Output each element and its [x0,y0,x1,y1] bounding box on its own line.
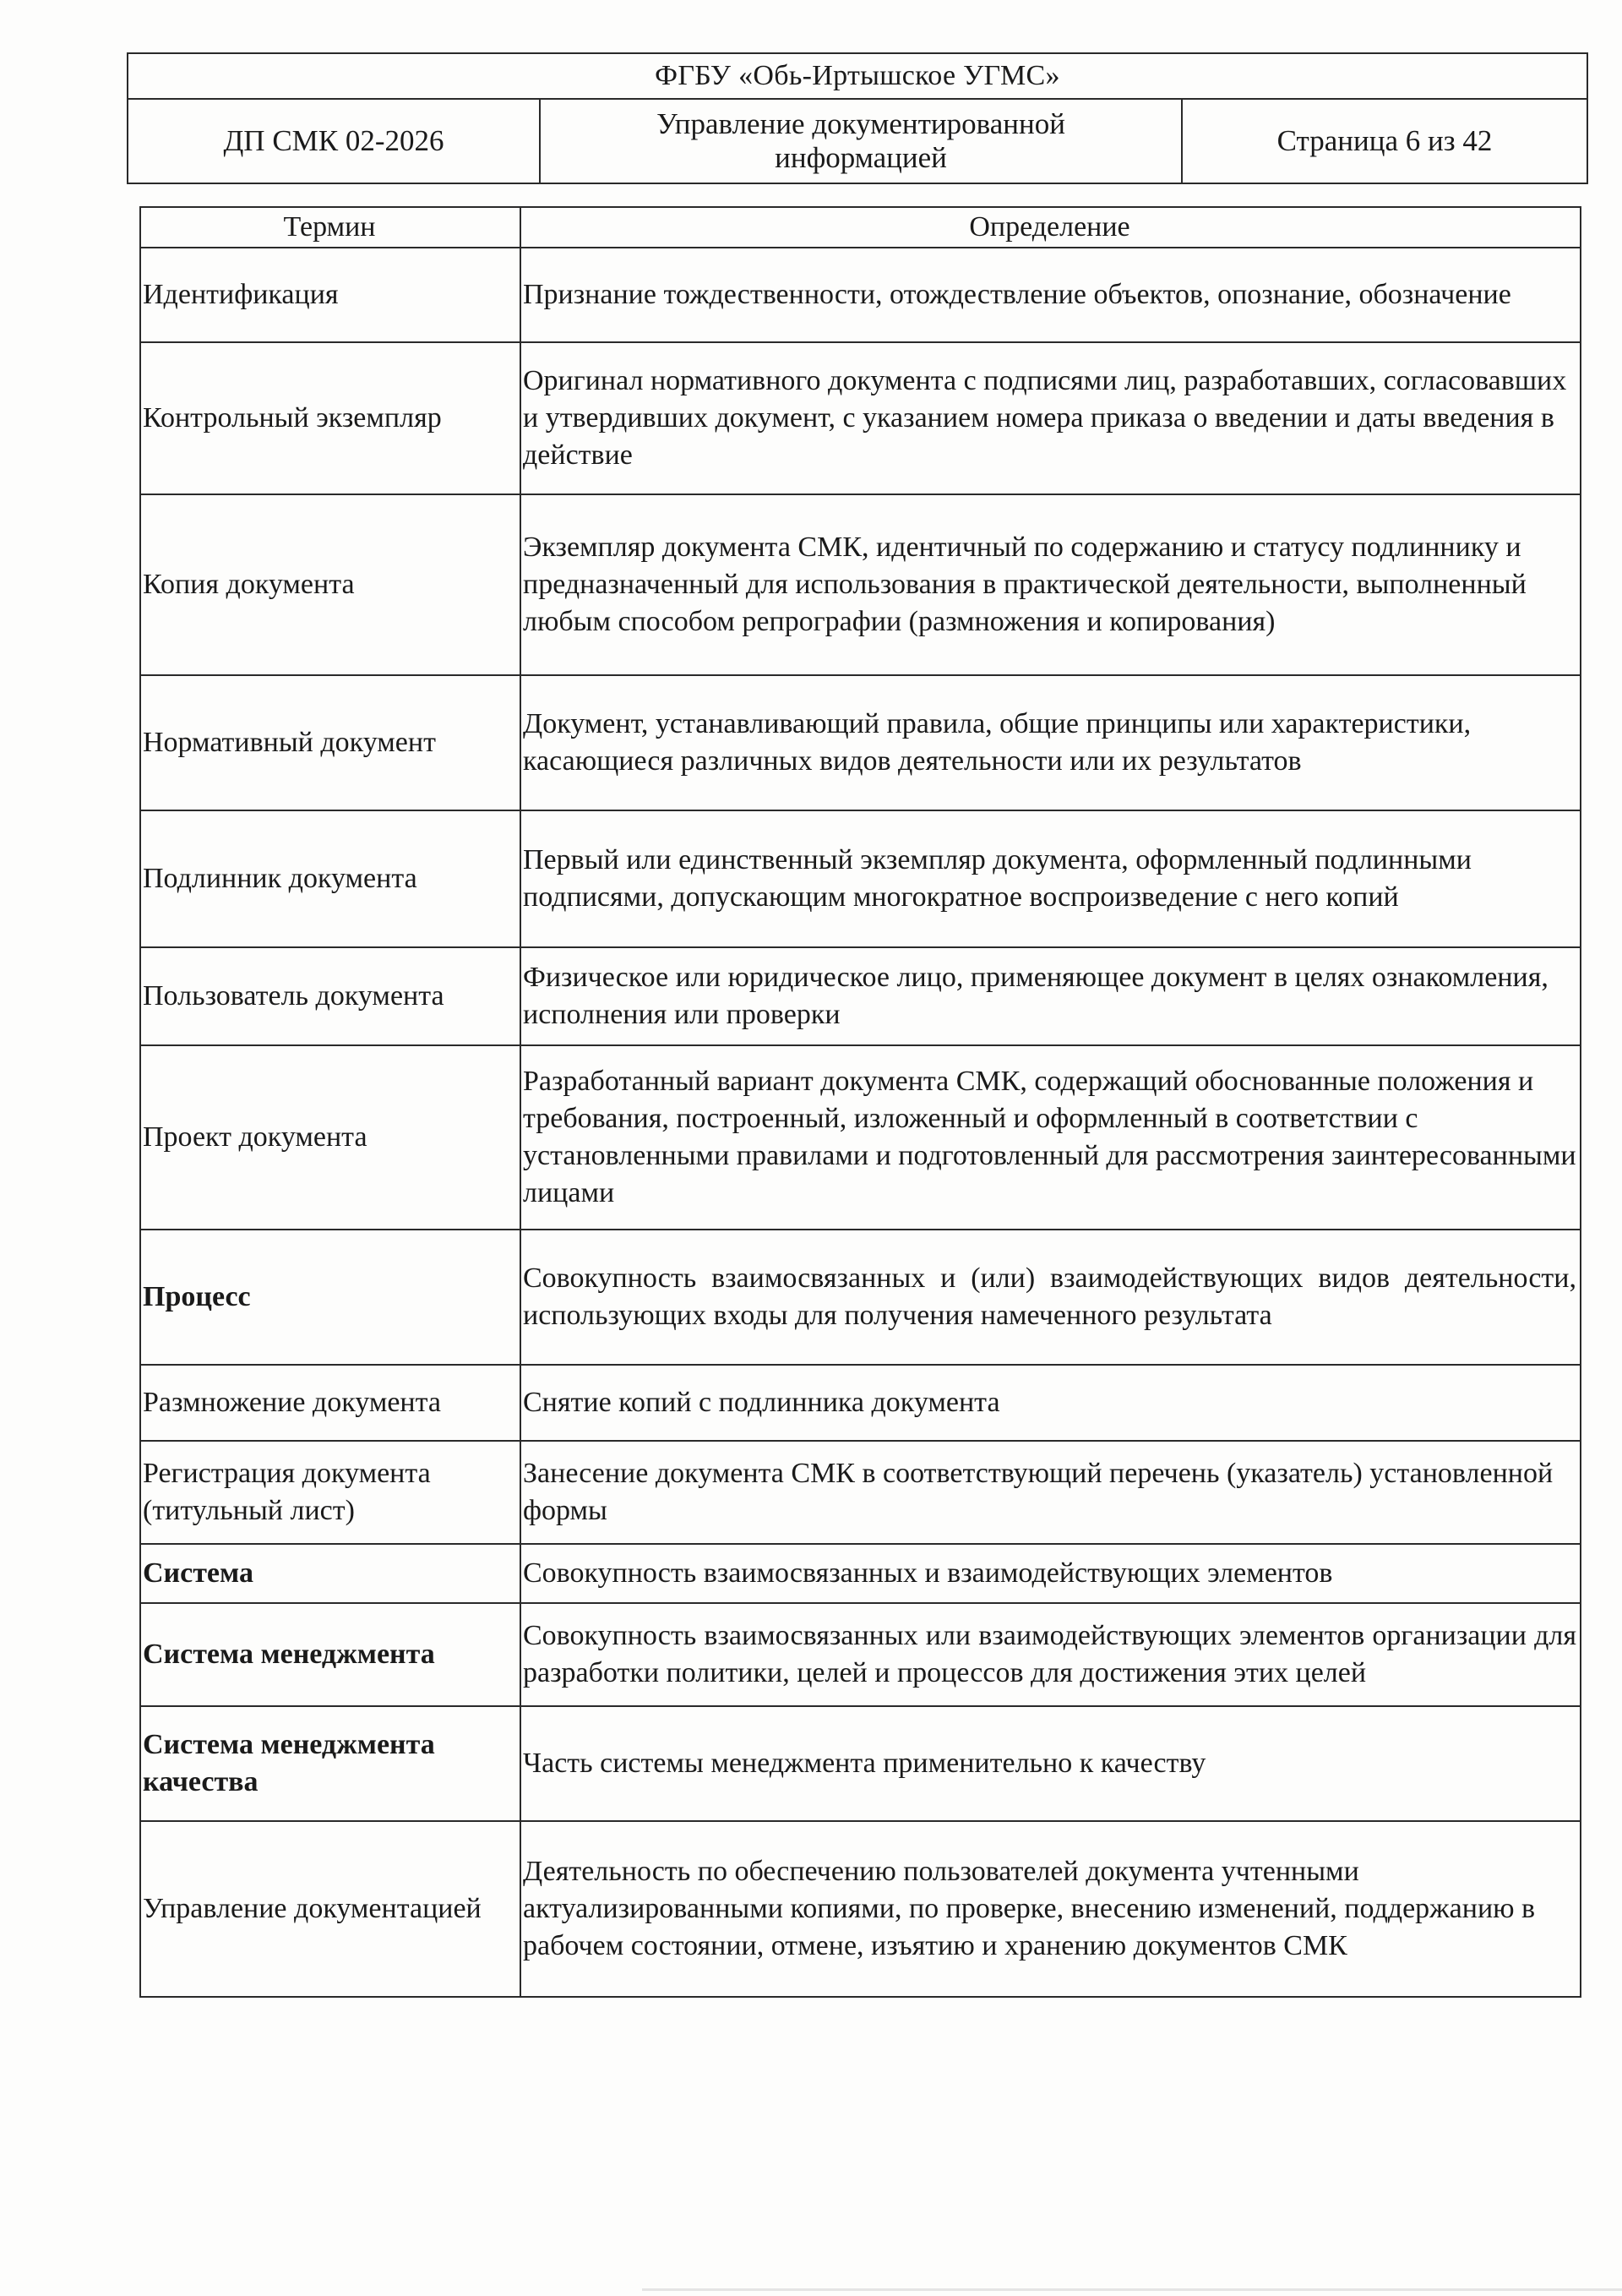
term-cell: Пользователь документа [140,947,520,1045]
definition-cell: Совокупность взаимосвязанных и (или) взаимодействующих видов деятельности, использующих входы для получения намеченного результата [520,1230,1581,1365]
table-row [140,1045,1581,1230]
organization-name: ФГБУ «Обь-Иртышское УГМС» [128,54,1587,100]
document-header [127,52,1588,184]
scan-artifact-line [642,2288,1622,2291]
definition-cell: Документ, устанавливающий правила, общие принципы или характеристики, касающиеся различных видов деятельности или их результатов [520,675,1581,810]
table-row [140,1706,1581,1821]
table-row [140,947,1581,1045]
table-row [140,675,1581,810]
column-header-term: Термин [140,207,520,248]
table-row [140,1230,1581,1365]
definition-cell: Занесение документа СМК в соответствующий перечень (указатель) установленной формы [520,1441,1581,1544]
term-cell: Идентификация [140,248,520,342]
term-cell: Контрольный экземпляр [140,342,520,494]
terms-table [139,206,1581,1998]
table-row [140,342,1581,494]
term-cell: Нормативный документ [140,675,520,810]
definition-cell: Первый или единственный экземпляр документа, оформленный подлинными подписями, допускающим многократное воспроизведение с него копий [520,810,1581,947]
table-row [140,494,1581,675]
table-header-row [140,207,1581,248]
definition-cell: Признание тождественности, отождествление объектов, опознание, обозначение [520,248,1581,342]
definition-cell: Оригинал нормативного документа с подписями лиц, разработавших, согласовавших и утвердивших документ, с указанием номера приказа о введении и даты введения в действие [520,342,1581,494]
term-cell: Копия документа [140,494,520,675]
definition-cell: Часть системы менеджмента применительно к качеству [520,1706,1581,1821]
term-cell: Система менеджмента качества [140,1706,520,1821]
document-code: ДП СМК 02-2026 [128,100,541,183]
term-cell: Процесс [140,1230,520,1365]
table-row [140,1603,1581,1706]
term-cell: Система [140,1544,520,1603]
term-cell: Размножение документа [140,1365,520,1441]
table-row [140,1544,1581,1603]
definition-cell: Снятие копий с подлинника документа [520,1365,1581,1441]
definition-cell: Экземпляр документа СМК, идентичный по содержанию и статусу подлиннику и предназначенный для использования в практической деятельности, выполненный любым способом репрографии (размножения и копирования) [520,494,1581,675]
definition-cell: Совокупность взаимосвязанных и взаимодействующих элементов [520,1544,1581,1603]
term-cell: Система менеджмента [140,1603,520,1706]
term-cell: Управление документацией [140,1821,520,1997]
table-row [140,1365,1581,1441]
table-row [140,810,1581,947]
document-title: Управление документированной информацией [541,100,1183,183]
definition-cell: Совокупность взаимосвязанных или взаимодействующих элементов организации для разработки политики, целей и процессов для достижения этих целей [520,1603,1581,1706]
term-cell: Подлинник документа [140,810,520,947]
term-cell: Проект документа [140,1045,520,1230]
definition-cell: Физическое или юридическое лицо, применяющее документ в целях ознакомления, исполнения или проверки [520,947,1581,1045]
header-info-row [128,100,1587,183]
definition-cell: Разработанный вариант документа СМК, содержащий обоснованные положения и требования, построенный, изложенный и оформленный в соответствии с установленными правилами и подготовленный для рассмотрения заинтересованными лицами [520,1045,1581,1230]
table-row [140,248,1581,342]
definition-cell: Деятельность по обеспечению пользователей документа учтенными актуализированными копиями, по проверке, внесению изменений, поддержанию в рабочем состоянии, отмене, изъятию и хранению документов СМК [520,1821,1581,1997]
table-row [140,1441,1581,1544]
column-header-definition: Определение [520,207,1581,248]
term-cell: Регистрация документа (титульный лист) [140,1441,520,1544]
page-number: Страница 6 из 42 [1276,124,1493,157]
table-row [140,1821,1581,1997]
